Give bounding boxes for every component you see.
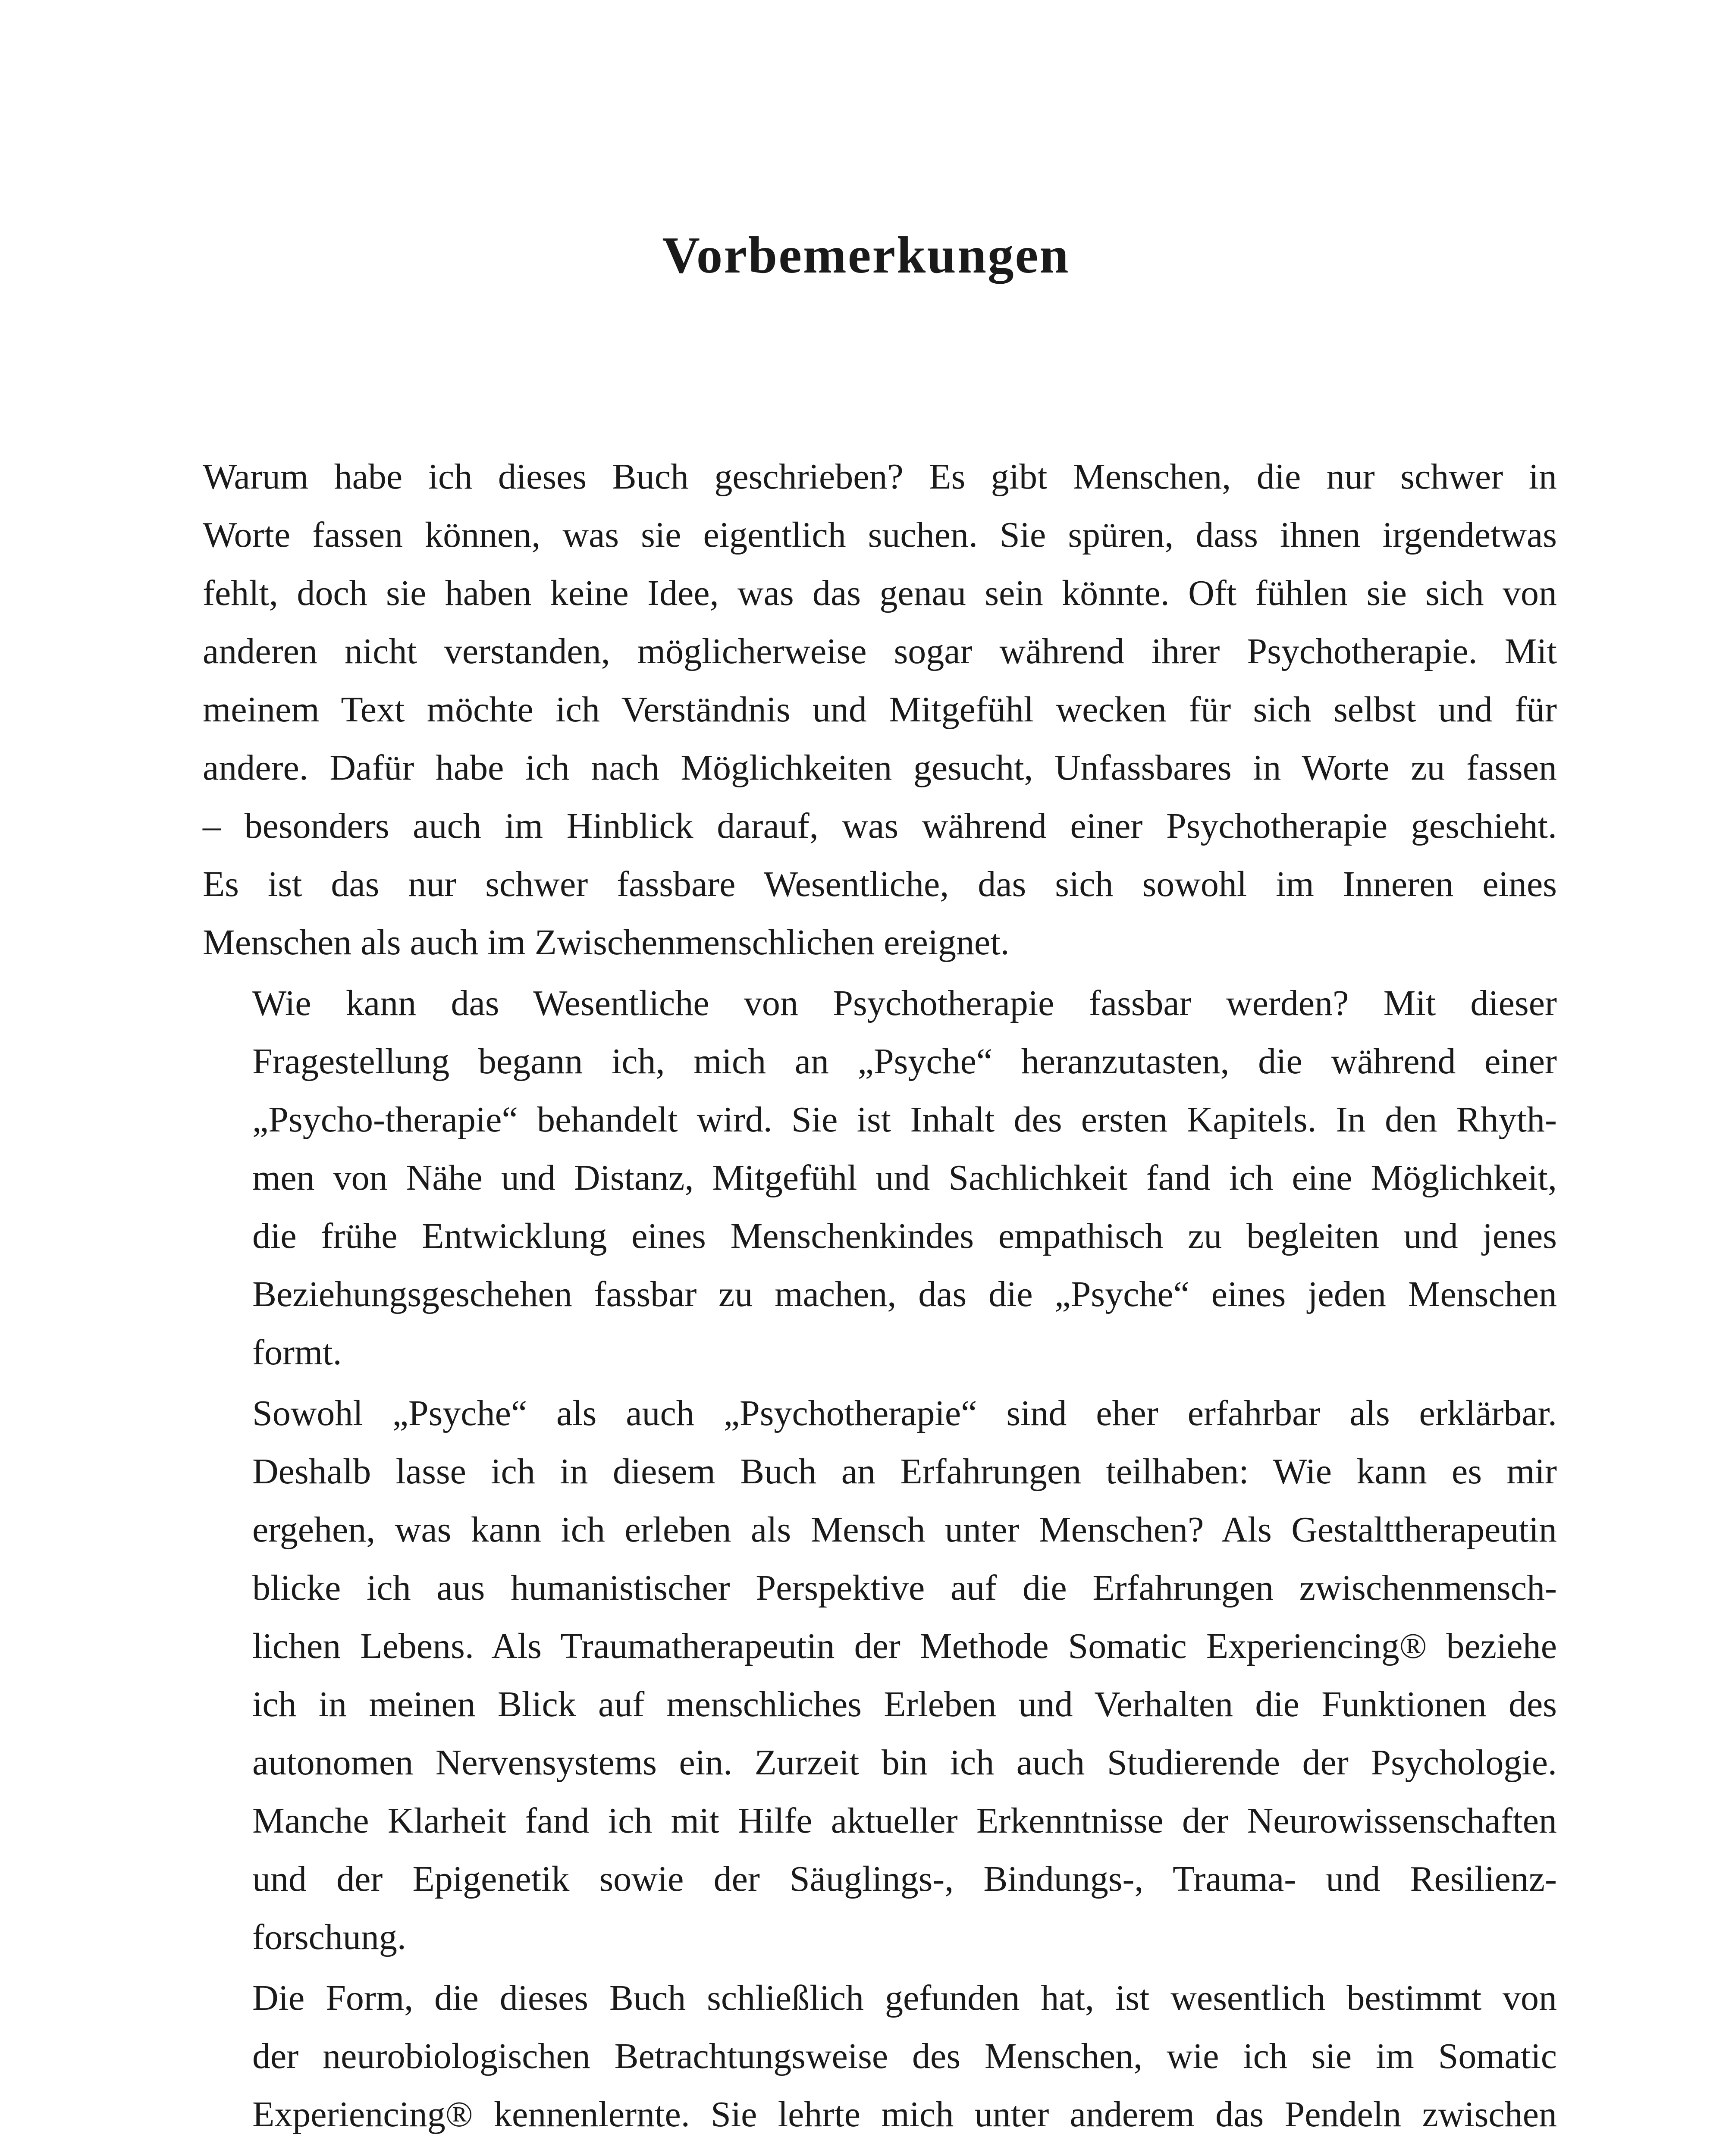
text-line: Es ist das nur schwer fassbare Wesentliche, das sich sowohl im Inneren eines [203, 864, 1557, 904]
text-line: die frühe Entwicklung eines Menschenkindes empathisch zu begleiten und jenes [252, 1216, 1557, 1256]
text-line: men von Nähe und Distanz, Mitgefühl und Sachlichkeit fand ich eine Möglichkeit, [252, 1158, 1557, 1198]
text-line: Wie kann das Wesentliche von Psychotherapie fassbar werden? Mit dieser [252, 983, 1557, 1023]
text-line: der neurobiologischen Betrachtungsweise des Menschen, wie ich sie im Somatic [252, 2036, 1557, 2076]
text-line: anderen nicht verstanden, möglicherweise sogar während ihrer Psychotherapie. Mit [203, 631, 1557, 671]
text-line: autonomen Nervensystems ein. Zurzeit bin ich auch Studierende der Psychologie. [252, 1742, 1557, 1783]
text-line: ich in meinen Blick auf menschliches Erleben und Verhalten die Funktionen des [252, 1684, 1557, 1724]
text-line: blicke ich aus humanistischer Perspektive auf die Erfahrungen zwischenmensch- [252, 1568, 1557, 1608]
text-line: Warum habe ich dieses Buch geschrieben? Es gibt Menschen, die nur schwer in [203, 457, 1557, 497]
paragraph [203, 1384, 1557, 1966]
text-line: Worte fassen können, was sie eigentlich suchen. Sie spüren, dass ihnen irgendetwas [203, 515, 1557, 555]
text-line: lichen Lebens. Als Traumatherapeutin der Methode Somatic Experiencing® beziehe [252, 1626, 1557, 1666]
text-line: Menschen als auch im Zwischenmenschlichen ereignet. [203, 922, 1010, 962]
text-line: Fragestellung begann ich, mich an „Psyche“ heranzutasten, die während einer [252, 1041, 1557, 1081]
text-line: Beziehungsgeschehen fassbar zu machen, das die „Psyche“ eines jeden Menschen [252, 1274, 1557, 1314]
text-line: – besonders auch im Hinblick darauf, was während einer Psychotherapie geschieht. [203, 806, 1557, 846]
paragraph [203, 974, 1557, 1382]
paragraph [203, 448, 1557, 971]
text-line: Die Form, die dieses Buch schließlich gefunden hat, ist wesentlich bestimmt von [252, 1978, 1557, 2018]
text-line: formt. [252, 1332, 342, 1373]
body-text [203, 448, 1557, 2143]
text-line: und der Epigenetik sowie der Säuglings-, Bindungs-, Trauma- und Resilienz- [252, 1859, 1557, 1899]
text-line: „Psycho-therapie“ behandelt wird. Sie ist Inhalt des ersten Kapitels. In den Rhyth- [252, 1100, 1557, 1140]
text-line: meinem Text möchte ich Verständnis und Mitgefühl wecken für sich selbst und für [203, 689, 1557, 730]
text-line: Sowohl „Psyche“ als auch „Psychotherapie“ sind eher erfahrbar als erklärbar. [252, 1393, 1557, 1433]
text-line: forschung. [252, 1917, 406, 1957]
text-line: ergehen, was kann ich erleben als Mensch unter Menschen? Als Gestalttherapeutin [252, 1510, 1557, 1550]
text-line: Experiencing® kennenlernte. Sie lehrte mich unter anderem das Pendeln zwischen [252, 2094, 1557, 2134]
text-line: andere. Dafür habe ich nach Möglichkeiten gesucht, Unfassbares in Worte zu fassen [203, 748, 1557, 788]
text-line: Deshalb lasse ich in diesem Buch an Erfahrungen teilhaben: Wie kann es mir [252, 1451, 1557, 1492]
paragraph [203, 1969, 1557, 2143]
text-line: fehlt, doch sie haben keine Idee, was das genau sein könnte. Oft fühlen sie sich von [203, 573, 1557, 613]
text-line: Manche Klarheit fand ich mit Hilfe aktueller Erkenntnisse der Neurowissenschaften [252, 1801, 1557, 1841]
chapter-title: Vorbemerkungen [662, 226, 1070, 284]
